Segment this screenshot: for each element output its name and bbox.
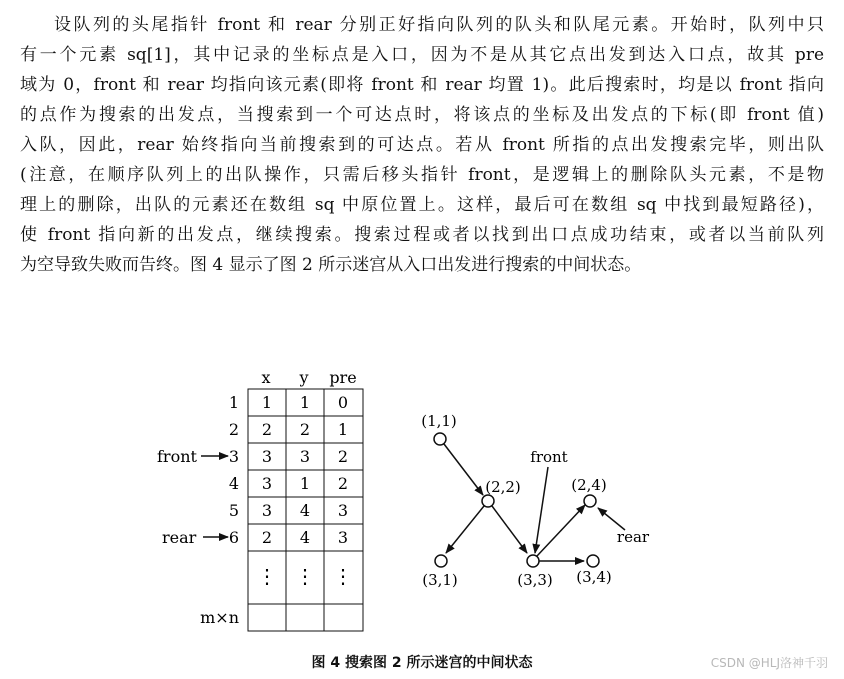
paragraph-line: 理上的删除，出队的元素还在数组 sq 中原位置上。这样，最后可在数组 sq 中找到最短路径)， xyxy=(20,195,824,215)
graph-node-label: (2,2) xyxy=(485,478,521,496)
table-cell: 3 xyxy=(299,447,311,466)
graph-front-label: front xyxy=(530,448,568,466)
row-index-last: m×n xyxy=(200,608,239,627)
table-cell: 1 xyxy=(299,474,311,493)
table-cell: 2 xyxy=(261,528,273,547)
paragraph-line: 入队，因此，rear 始终指向当前搜索到的可达点。若从 front 所指的点出发搜索完毕，则出队 xyxy=(20,135,824,155)
table-front-label: front xyxy=(157,447,197,466)
ellipsis-cell: ⋮ xyxy=(257,564,277,588)
table-cell: 2 xyxy=(261,420,273,439)
table-header-pre: pre xyxy=(329,368,357,387)
graph-front-arrow xyxy=(535,467,548,553)
table-cell: 2 xyxy=(337,474,349,493)
graph-rear-label: rear xyxy=(616,528,650,546)
graph-node xyxy=(584,495,596,507)
table-cell: 4 xyxy=(299,501,311,520)
graph-node-label: (1,1) xyxy=(421,412,457,430)
table-cell: 3 xyxy=(337,528,349,547)
graph-node xyxy=(435,555,447,567)
table-cell: 1 xyxy=(337,420,349,439)
graph-node-label: (3,1) xyxy=(422,571,458,589)
paragraph-line: 域为 0，front 和 rear 均指向该元素(即将 front 和 rear 均置 1)。此后搜索时，均是以 front 指向 xyxy=(20,75,824,95)
table-cell: 2 xyxy=(299,420,311,439)
paragraph-line: 为空导致失败而告终。图 4 显示了图 2 所示迷宫从入口出发进行搜索的中间状态。 xyxy=(20,255,642,275)
figure-caption: 图 4 搜索图 2 所示迷宫的中间状态 xyxy=(311,655,533,671)
edge-1-1-to-2-2 xyxy=(444,444,483,495)
row-index: 5 xyxy=(228,501,239,520)
paragraph-line: 的点作为搜索的出发点，当搜索到一个可达点时，将该点的坐标及出发点的下标(即 front 值) xyxy=(20,105,824,125)
table-header-y: y xyxy=(299,368,309,387)
row-index: 4 xyxy=(228,474,239,493)
ellipsis-cell: ⋮ xyxy=(333,564,353,588)
table-header-x: x xyxy=(261,368,271,387)
table-cell: 1 xyxy=(299,393,311,412)
graph-node xyxy=(587,555,599,567)
watermark: CSDN @HLJ洛神千羽 xyxy=(710,656,828,670)
paragraph-line: (注意，在顺序队列上的出队操作，只需后移头指针 front，是逻辑上的删除队头元素，不是物 xyxy=(20,165,824,185)
row-index: 2 xyxy=(228,420,239,439)
graph-node-label: (2,4) xyxy=(571,476,607,494)
table-cell: 1 xyxy=(261,393,273,412)
paragraph-line: 有一个元素 sq[1]，其中记录的坐标点是入口，因为不是从其它点出发到达入口点，故其 pre xyxy=(20,45,824,65)
table-cell: 2 xyxy=(337,447,349,466)
table-cell: 3 xyxy=(261,474,273,493)
table-cell: 3 xyxy=(337,501,349,520)
table-cell: 3 xyxy=(261,447,273,466)
table-cell: 3 xyxy=(261,501,273,520)
edge-3-3-to-2-4 xyxy=(537,505,585,556)
graph-node xyxy=(434,433,446,445)
row-index: 6 xyxy=(228,528,239,547)
row-index: 1 xyxy=(228,393,239,412)
edge-2-2-to-3-3 xyxy=(492,506,527,553)
edge-2-2-to-3-1 xyxy=(446,506,484,553)
table-cell: 0 xyxy=(337,393,349,412)
table-rear-label: rear xyxy=(162,528,197,547)
row-index: 3 xyxy=(228,447,239,466)
graph-node-label: (3,3) xyxy=(517,571,553,589)
graph-node xyxy=(482,495,494,507)
paragraph-line: 设队列的头尾指针 front 和 rear 分别正好指向队列的队头和队尾元素。开始时，队列中只 xyxy=(54,15,824,35)
paragraph-line: 使 front 指向新的出发点，继续搜索。搜索过程或者以找到出口点成功结束，或者以当前队列 xyxy=(20,225,824,245)
graph-node xyxy=(527,555,539,567)
graph-rear-arrow xyxy=(598,508,625,530)
ellipsis-cell: ⋮ xyxy=(295,564,315,588)
table-cell: 4 xyxy=(299,528,311,547)
graph-node-label: (3,4) xyxy=(576,568,612,586)
